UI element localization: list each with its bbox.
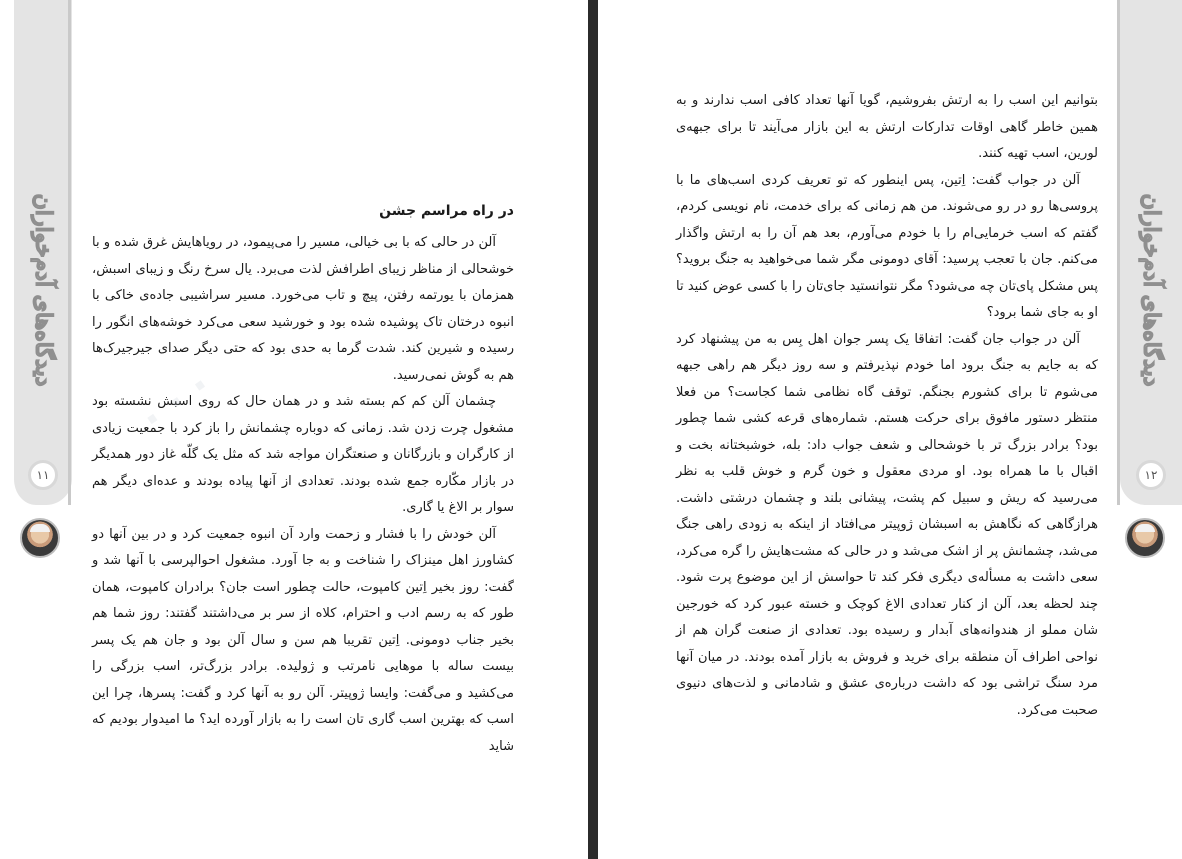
right-paragraph-1: بتوانیم این اسب را به ارتش بفروشیم، گویا آنها تعداد کافی اسب ندارند و به همین خاطر گاهی اوقات تدارکات ارتش به این بازار می‌آیند تا برای جبهه‌ی لورین، اسب تهیه کنند. bbox=[676, 93, 1098, 161]
book-gutter bbox=[588, 0, 598, 859]
left-book-title: دیدگاه‌های آدم‌خواران bbox=[30, 193, 57, 387]
right-side-tab bbox=[1120, 0, 1182, 505]
right-page bbox=[598, 0, 1182, 859]
left-paragraph-2: چشمان آلن کم کم بسته شد و در همان حال که روی اسبش نشسته بود مشغول چرت زدن شد. زمانی که دوباره چشمانش را باز کرد با جمعیت زیادی از کارگران و بازرگانان و صنعتگران مواجه شد که مثل یک گلّه غاز دور همدیگر در بازار مکّاره جمع شده بودند. تعدادی از آنها پیاده بودند و عده‌ای دیگر هم سوار بر الاغ یا گاری. bbox=[92, 394, 514, 515]
right-paragraph-2: آلن در جواب گفت: اِتین، پس اینطور که تو تعریف کردی اسب‌های ما با پروسی‌ها رو در رو می‌شوند. من هم زمانی که برای خدمت، نام نویسی کردم، گفتم که اسب خرمایی‌ام را با خودم می‌آورم، بعد هم آن را به ارتش واگذار می‌کنم. جان با تعجب پرسید: آقای دومونی مگر شما می‌خواهید به جنگ بروید؟ پس مشکل پای‌تان چه می‌شود؟ مگر نتوانستید جای‌تان را با کسی عوض کنید تا او به جای شما برود؟ bbox=[676, 172, 1098, 320]
avatar-hair bbox=[30, 524, 50, 532]
right-paragraph-3: آلن در جواب جان گفت: اتفاقا یک پسر جوان اهل بِس به من پیشنهاد کرد که به جایم به جنگ برود اما خودم نپذیرفتم و سه روز دیگر هم راهی جبهه می‌شوم تا برای کشورم بجنگم. توقف گاه نظامی شما کجاست؟ من فعلا منتظر دستور مافوق برای حرکت هستم. شماره‌های قرعه کشی شما چطور بود؟ برادر بزرگ تر با خوشحالی و شعف جواب داد: بله، خوشبختانه بخت و اقبال با ما همراه بود. او مردی معقول و خون گرم و خوش قلب به نظر می‌رسید که ریش و سبیل کم پشت، پیشانی بلند و چشمان درشتی داشت. هرازگاهی که نگاهش به اسبشان ژوپیتر می‌افتاد از اینکه به زودی راهی جنگ می‌شد، چشمانش پر از اشک می‌شد و در حالی که مشت‌هایش را گره می‌کرد، سعی داشت به مسأله‌ی دیگری فکر کند تا حواسش از این موضوع پرت شود. چند لحظه بعد، آلن از کنار تعدادی الاغ کوچک و خسته عبور کرد که خورجین شان مملو از هندوانه‌های آبدار و رسیده بود. تعدادی از صنعت گران هم از نواحی اطراف آن منطقه برای خرید و فروش به بازار آمده بودند. در میان آنها مرد سنگ تراشی بود که داشت درباره‌ی عشق و شادمانی و لذت‌های دنیوی صحبت می‌کرد. bbox=[676, 331, 1098, 718]
left-paragraph-1: آلن در حالی که با بی خیالی، مسیر را می‌پیمود، در رویاهایش غرق شده و با خوشحالی از مناظر زیبای اطرافش لذت می‌برد. یال سرخ رنگ و زیبای اسبش، همزمان با یورتمه رفتن، پیچ و تاب می‌خورد. مسیر سراشیبی جاده‌ی خاکی با انبوه درختان تاک پوشیده شده بود و خورشید سعی می‌کرد خوشه‌های انگور را رسیده و شیرین کند. شدت گرما به حدی بود که حتی دیگر صدای جیرجیرک‌ها هم به گوش نمی‌رسید. bbox=[92, 235, 514, 383]
left-page bbox=[0, 0, 588, 859]
left-side-tab bbox=[10, 0, 72, 505]
author-portrait-icon bbox=[20, 518, 60, 558]
section-heading: در راه مراسم جشن bbox=[379, 203, 514, 219]
avatar-hair bbox=[1135, 524, 1155, 532]
left-page-number: ۱۱ bbox=[28, 460, 58, 490]
right-book-title: دیدگاه‌های آدم‌خواران bbox=[1138, 193, 1165, 387]
author-portrait-icon bbox=[1125, 518, 1165, 558]
right-page-text bbox=[676, 88, 1098, 724]
left-page-text bbox=[92, 196, 514, 760]
left-vertical-title bbox=[14, 193, 72, 387]
right-page-number: ۱۲ bbox=[1136, 460, 1166, 490]
watermark: · · · bbox=[133, 363, 220, 443]
right-vertical-title bbox=[1120, 193, 1182, 387]
left-tab-divider bbox=[68, 0, 71, 505]
left-paragraph-3: آلن خودش را با فشار و زحمت وارد آن انبوه جمعیت کرد و در بین آنها دو کشاورز اهل مینزاک را شناخت و به جا آورد. مشغول احوالپرسی با آنها شد و گفت: روز بخیر اِتین کامپوت، حالت چطور است جان؟ برادران کامپوت، همان طور که به رسم ادب و احترام، کلاه از سر بر می‌داشتند گفتند: روز شما هم بخیر جناب دومونی. اِتین تقریبا هم سن و سال آلن بود و جان هم یک پسر بیست ساله با موهایی نامرتب و ژولیده. برادر بزرگ‌تر، اسب بزرگی را می‌کشید و می‌گفت: وایسا ژوپیتر. آلن رو به آنها کرد و گفت: پسرها، چرا این اسب که بهترین اسب گاری تان است را به بازار آورده اید؟ ما امیدوار بودیم که شاید bbox=[92, 526, 514, 754]
